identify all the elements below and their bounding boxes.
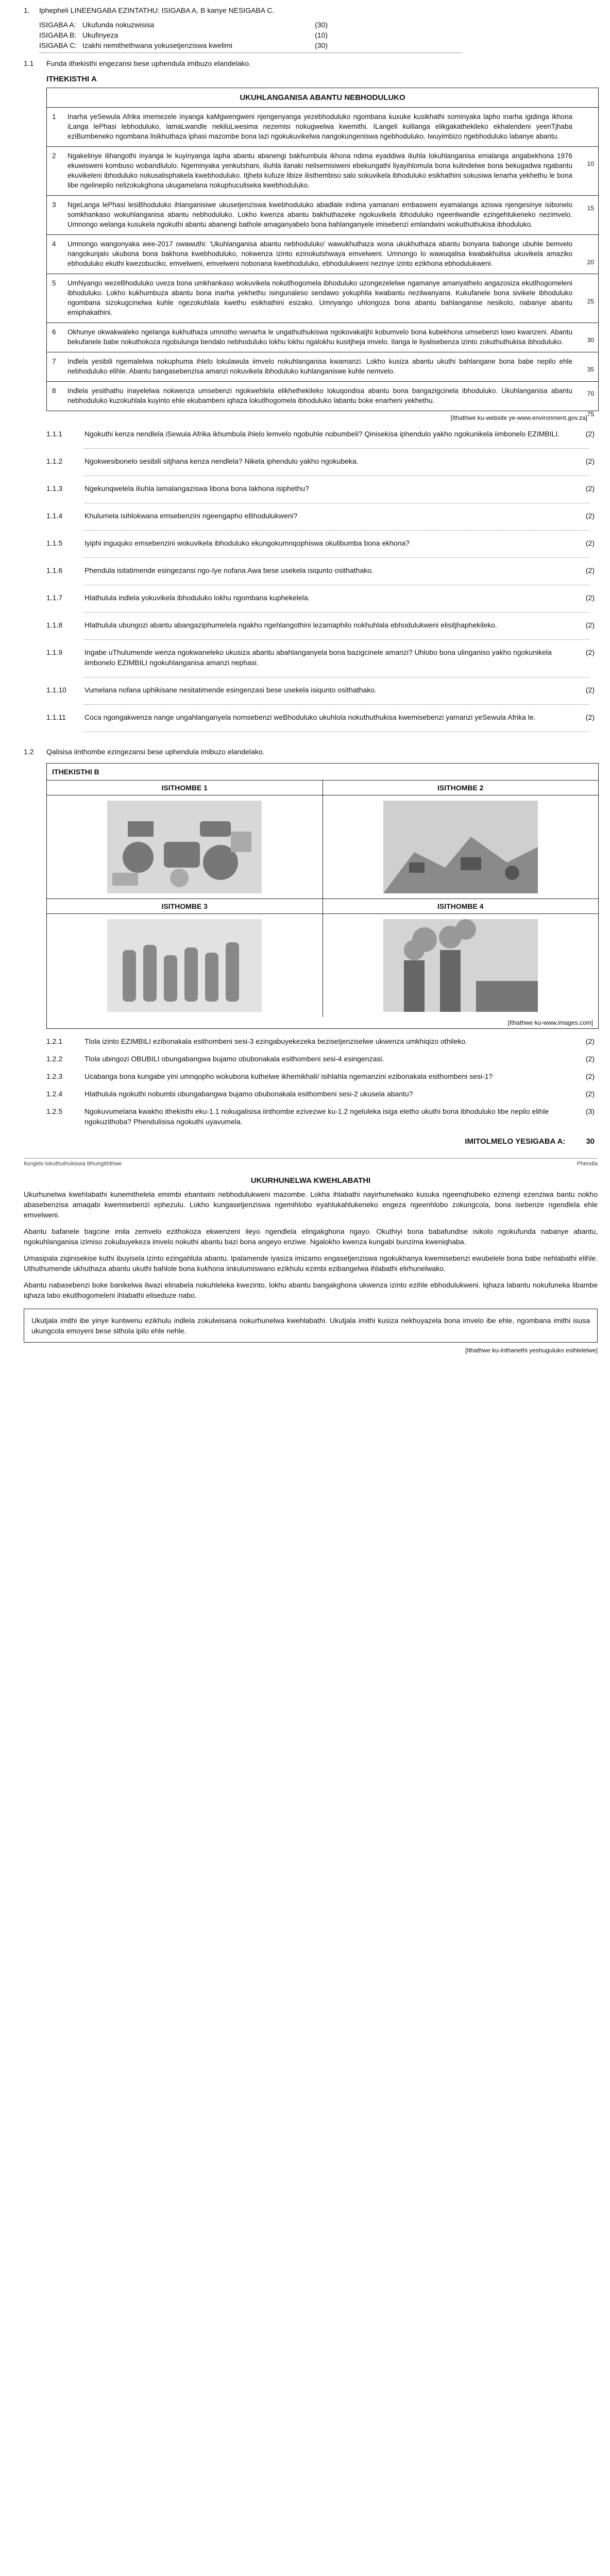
question-item <box>24 712 598 722</box>
landfill-image <box>323 795 599 899</box>
paragraph <box>47 108 598 147</box>
question-item <box>24 1054 598 1064</box>
image-label: ISITHOMBE 3 <box>47 899 323 914</box>
question-number: 1.1.9 <box>46 648 63 656</box>
line-number: 30 <box>587 336 594 344</box>
section-list <box>39 20 598 50</box>
total-label: IMITOLMELO YESIGABA A: <box>465 1137 566 1146</box>
question-number: 1.1.11 <box>46 713 66 721</box>
paragraph-text: Okhunye okwakwaleko ngelanga kukhuthaza umnotho wenarha le ungathuthukiswa ngokovakatjhi kobumvelo bona kubekhona umsebenzi lowo kwanzeni. Abantu bekufanele babe nokuthokoza ngobulunga bendalo nebhoduluko lokhu lokhu ngalokhu kusitjheja imvelo. Ilanga le liyalisebenza izinto zokuthuthukisa ibhoduluko. <box>67 328 572 346</box>
question-text: Hlathulula indlela yokuvikela ibhoduluko lokhu ngombana kuphekelela. <box>84 594 310 602</box>
answer-line[interactable] <box>84 575 589 585</box>
answer-line[interactable] <box>84 722 589 732</box>
paragraph-text: Indlela yesibili ngemalelwa nokuphuma ihlelo lokulawula iimvelo nokuhlanganisa kwamanzi. Lokho kusiza abantu ukuthi bahlangane bona babe nepilo ehle nebhoduluko elihle. Abantu bangasebenzisa amanzi nokuvikela ibhoduluko kuhlanganiswe kuhle nemvelo. <box>67 358 572 375</box>
question-number: 1.1.7 <box>46 594 63 602</box>
image-cell <box>47 781 323 899</box>
section-marks: (10) <box>315 31 328 39</box>
question-number: 1.1.10 <box>46 686 66 694</box>
answer-line[interactable] <box>84 603 589 613</box>
image-label: ISITHOMBE 4 <box>323 899 599 914</box>
question-text: Tlola ubingozi OBUBILI obungabangwa bujamo obubonakala esithombeni sesi-4 esingenzasi. <box>84 1055 384 1063</box>
line-number: 20 <box>587 259 594 266</box>
question-1-1 <box>24 59 598 67</box>
section-name: ISIGABA A: <box>39 21 76 29</box>
question-marks: (2) <box>585 566 595 574</box>
section-marks: (30) <box>315 41 328 49</box>
answer-line[interactable] <box>84 668 589 677</box>
section-a-total <box>24 1137 595 1146</box>
line-number: 15 <box>587 205 594 212</box>
question-number: 1.2.3 <box>46 1072 63 1080</box>
paragraph: Abantu nabasebenzi boke banikelwa ilwazi elinabela nokuhleleka kwezinto, lokhu abantu bangakghona ukwenza izinto ezihle ebhodulukweni. Iqhaza labantu nokufuneka libambe iqhaza labo ekutlhogomeleni ihlabathi eliseduze nabo. <box>24 1281 598 1299</box>
question-number: 1.1.1 <box>46 430 63 438</box>
bottles-image <box>47 914 323 1017</box>
line-number: 10 <box>587 160 594 167</box>
section-marks: (30) <box>315 21 328 29</box>
question-text: Vumelana nofana uphikisane nesitatimende esingenzasi bese usekela isiqunto osithathako. <box>84 686 377 694</box>
paragraph-text: NgeLanga lePhasi lesiBhoduluko ihlanganisiwe ukusetjenziswa kwebhoduluko abadlale indima yamanani embasweni eyamalanga aziswa njengesinye isibonelo somkhankaso wokuhlanganisa abantu nebhoduluko. Lokho kwenza abantu bakhuthazeke ngokuvikela ibhoduluko ngeenlwandle ezingehlukeneko nezimvelo. Umnongo welanga kusukela ngokuthi abantu abanengi bathole amaganyabelo bona bahlanganyele imisebenzi emlandwini wokuthuthukisa ibhoduluko. <box>67 201 572 228</box>
answer-line[interactable] <box>84 439 589 449</box>
image-label: ISITHOMBE 2 <box>323 781 599 795</box>
line-number: 75 <box>587 411 594 418</box>
question-item <box>24 647 598 668</box>
question-marks: (3) <box>585 1107 595 1115</box>
section-description: Izakhi nemithethwana yokusetjenziswa kwelimi <box>82 41 233 49</box>
paragraph-text: Ngakelinye ilihangothi inyanga le kuyinyanga lapha abantu abanengi bakhumbula ikhona ndima eyaddiwa iliuhla lokuhlanganisa emalanga angabekhona 1976 ekuwisweni kombuso wobandlululo. Ngeminyaka yenkutshani, iliuhla ilanaki nelisemisiweni ebekungathi liyayihlomula bona kulindelwe bona bekugadwa ngabantu ekuvikeleni ibhoduluko nokusalisphakela kwebhoduluko. Itjhebi kufuze libize ilisthembiso salo sokuvikela ibhoduluko esikhathini sokusiwa lenarha yekhethu le bona libe ngelinepilo nelizokukghona ukugamelana nokuphuculiseka kwebhoduluko. <box>67 152 572 189</box>
image-label: ISITHOMBE 1 <box>47 781 323 795</box>
answer-line[interactable] <box>84 521 589 531</box>
question-text: Funda ithekisthi engezansi bese uphendula imibuzo elandelako. <box>46 59 251 67</box>
line-numbers <box>578 352 598 381</box>
section-line <box>39 20 328 30</box>
question-number: 1.1.3 <box>46 484 63 493</box>
question-text: Tlola izinto EZIMBILI ezibonakala esithombeni sesi-3 ezingabuyekezeka bezisetjenziselwe ukwenza umkhiqizo othileko. <box>84 1037 468 1045</box>
question-number: 1.1.6 <box>46 566 63 574</box>
question-1-2 <box>24 748 598 756</box>
question-list-b <box>24 1036 598 1127</box>
line-numbers <box>578 323 598 352</box>
part-b-source: [Ithathwe ku-inthanethi yeshuguluko esihlelelwe] <box>465 1347 598 1354</box>
question-text: Ucabanga bona kungabe yini umnqopho wokubona kuthelwe ikhemikhali/ isihlahla ngemanzini ezibonakala esithombeni sesi-1? <box>84 1072 493 1080</box>
section-name: ISIGABA B: <box>39 31 77 39</box>
paragraph: Abantu bafanele bagcine imila zemvelo ezithokoza ekwenzeni ileyo ngendlela elingakghona ngayo. Okuthiyi bona babafundise isikolo ngokufunda nabanye abantu, ngokuhlanganisa izimiso zokubuyekeza imvelo nokuthi abantu bazi bona angeyo enziwe. Ngalokho kwenza kungabi bunzima kweniqhaba. <box>24 1227 598 1246</box>
line-numbers <box>578 196 598 234</box>
paragraph-text: Umnongo wangonyaka wee-2017 owawuthi: 'Ukuhlanganisa abantu nebhoduluko' wawukhuthaza wona ukukhuthaza abantu bonyana babonge ubuhle bemvelo nangokunjalo ukubona bona bakhona kwebhoduluko, nokwenza izinto ezinokutshwaya emvelweni. Umnongo lo wawuqalisa kwabakhulisa ukuvikela amaziko ebhoduluko ekuthi kwezobuciko, emvelweni, emvelweni nobonana kwebhoduluko, ebhodulukweni nezinye izinto ezikhona ebhodulukweni. <box>67 240 572 267</box>
section-description: Ukufunda nokuzwisisa <box>82 21 155 29</box>
paragraph-number: 2 <box>52 152 56 160</box>
part-b-title: UKURHUNELWA KWEHLABATHI <box>250 1176 371 1185</box>
part-b-text <box>24 1189 598 1300</box>
question-marks: (2) <box>585 1055 595 1063</box>
question-marks: (2) <box>585 484 595 493</box>
question-number: 1.1 <box>24 59 34 67</box>
question-marks: (2) <box>585 648 595 656</box>
paragraph <box>47 323 598 352</box>
question-item <box>24 1106 598 1127</box>
question-number: 1.1.2 <box>46 457 63 465</box>
question-text: Ngokuthi kenza nendlela iSewula Afrika ikhumbula ihlelo lemvelo ngobuhle nobumbeli? Qinisekisa iphendulo yakho ngokunikela iimbonelo EZIMBILI. <box>84 430 560 438</box>
text-b-label: ITHEKISTHI B <box>52 768 99 776</box>
question-item <box>24 1036 598 1046</box>
image-cell <box>323 899 599 1017</box>
paragraph <box>47 147 598 212</box>
question-marks: (2) <box>585 1072 595 1080</box>
line-numbers <box>578 147 598 212</box>
paragraph-text: Indlela yesithathu inayelelwa nokwenza umsebenzi ngokwehlela elikhethekileko lokuqondisa abantu bona bangazigcinela ibhoduluko. Ukuhlanganisa abantu nebhoduluko kuzokuhlala kuyinto ehle ekubambeni iqhaza lokutlhogomela ibhoduluko labantu boke enarheni yekhethu. <box>67 387 572 404</box>
instruction-number: 1. <box>24 6 30 14</box>
question-text: Coca ngongakwenza nange ungahlanganyela nomsebenzi weBhoduluko ukuhlola nokuthuthukisa kwemisebenzi yamanzi yeSewula Afrika le. <box>84 713 536 721</box>
question-marks: (2) <box>585 457 595 465</box>
question-text: Ngekunqwelela iliuhla lamalangaziswa libona bona lakhona isiphethu? <box>84 484 309 493</box>
paragraph <box>47 274 598 323</box>
image-cell <box>47 899 323 1017</box>
answer-line[interactable] <box>84 695 589 705</box>
section-line <box>39 30 328 40</box>
question-item <box>24 565 598 575</box>
section-line <box>39 40 328 50</box>
question-text: Ngokuvumelana kwakho ithekisthi eku-1.1 nokugalisisa iinthombe ezivezwe ku-1.2 ngeluleka isiga eletho ukuthi bona ibhoduluko libe nepilo elihle ngokuzithoba? Phendulisisa ngokuthi uyavumela. <box>84 1107 549 1126</box>
question-text: Iyiphi inguquko emsebenzini wokuvikela ibhoduluko ekungokumnqophiswa okulibumba bona ekhona? <box>84 539 410 547</box>
page-footer <box>24 1158 598 1167</box>
question-item <box>24 592 598 603</box>
question-marks: (2) <box>585 539 595 547</box>
question-item <box>24 685 598 695</box>
question-number: 1.2 <box>24 748 34 756</box>
section-description: Ukufinyeza <box>82 31 118 39</box>
paragraph-number: 7 <box>52 358 56 365</box>
answer-line[interactable] <box>84 466 589 476</box>
paragraph <box>47 196 598 235</box>
question-marks: (2) <box>585 594 595 602</box>
pollution-image <box>323 914 599 1017</box>
section-name: ISIGABA C: <box>39 41 77 49</box>
paragraph <box>47 235 598 274</box>
question-item <box>24 1071 598 1081</box>
paragraph-number: 1 <box>52 113 56 121</box>
answer-line[interactable] <box>84 548 589 558</box>
question-item <box>24 538 598 548</box>
question-marks: (2) <box>585 1037 595 1045</box>
image-cell <box>323 781 599 899</box>
question-item <box>24 429 598 439</box>
question-marks: (2) <box>585 1090 595 1098</box>
text-a-source: [Ithathwe ku-website ye-www.environment.gov.za] <box>450 414 587 421</box>
question-item <box>24 483 598 494</box>
paragraph-number: 5 <box>52 279 56 287</box>
paragraph: Umasipala ziqinisekise kuthi ibuyisela izinto ezingahlula abantu. Ipalamende iyasiza imizamo engasetjenziswa ngokukhanya kwemisebenzi ewubelele bona babe nehlabathi elihle. Uthuthumende ukhuthaza abantu ukuthi bahlole bona kukhona iinkulumiswano ezikhulu ezimbi ezibangelwa ihlabathi elirhunelwako. <box>24 1254 598 1273</box>
question-marks: (2) <box>585 512 595 520</box>
question-text: Ngokwesibonelo sesibili sitjhana kenza nendlela? Nikela iphendulo yakho ngokubeka. <box>84 457 359 465</box>
line-numbers <box>578 274 598 323</box>
question-number: 1.1.4 <box>46 512 63 520</box>
footer-right: Phendla <box>577 1161 598 1167</box>
question-item <box>24 456 598 466</box>
question-text: Ingabe uThulumende wenza ngokwaneleko ukusiza abantu abahlanganyela bona bazigcinele amanzi? Uhlobo bona ulinganiso yakho ngokunikela iimbonelo EZIMBILI ngokuhlanganisa amanzi nephasi. <box>84 648 552 667</box>
paragraph-number: 4 <box>52 240 56 248</box>
total-marks: 30 <box>586 1137 595 1146</box>
question-number: 1.2.2 <box>46 1055 63 1063</box>
paragraph-number: 3 <box>52 201 56 209</box>
paragraph <box>47 352 598 382</box>
question-number: 1.2.4 <box>46 1090 63 1098</box>
image-credit: [Ithathwe ku-www.images.com] <box>507 1019 593 1026</box>
question-text: Phendula isitatimende esingezansi ngo-Iye nofana Awa bese usekela isiqunto osithathako. <box>84 566 374 574</box>
question-text: Hlathulula ngokuthi nobumbi obungabangwa bujamo obubonakala esithombeni sesi-2 ukusela abantu? <box>84 1090 413 1098</box>
question-text: Khulumela isihlokwana emsebenzini ngeengapho eBhodulukweni? <box>84 512 298 520</box>
question-number: 1.2.5 <box>46 1107 63 1115</box>
image-row <box>47 899 598 1017</box>
paragraph-number: 8 <box>52 387 56 395</box>
paragraph-text: Inarha yeSewula Afrika imemezele inyanga kaMgwengweni njengenyanga yezebhoduluko ngombana kuxuke kusikhathi sominyaka lapho inarha igidinga ikhona iLanga lePhasi lebhoduluko, lamaLwandle nekiluLwesima nezemisi nokugwelwa kwemithi. ILangeli kulilanga elikgakathekileko ekhalendeni yeenTjhaba eziBumbeneko ngombana lisikhuthaza iphasi mazombe bona lazi ngokukuvikelwa nangokungeniswa ngebhoduluko. Iwuyimbizo ngebhoduluko labanye abantu. <box>67 113 572 140</box>
question-list-a <box>24 429 598 732</box>
paragraph: Ukurhunelwa kwehlabathi kunemithelela emimbi ebantwini nebhodulukweni mazombe. Lokha ihlabathi nayirhunelwako kusuka ngeenqhubeko ezinengi ezenziwa bantu nokho abasebenzisa amaqabi kwemisebenzi ephezulu. Lokho kungasetjenziswa ngemihlobo eyahlukahlukeneko engeza ngeenhlobo zokungcola, bona isebenze ngendlela ehle emvelweni. <box>24 1190 598 1219</box>
trash-image <box>47 795 323 899</box>
text-a-label: ITHEKISTHI A <box>46 75 97 83</box>
line-number: 25 <box>587 298 594 305</box>
footer-left: Ilungelo lokuthuthukiswa lithungiththwe <box>24 1161 122 1167</box>
answer-line[interactable] <box>84 494 589 503</box>
question-text: Hlathulula ubungozi abantu abangaziphumelela ngakho ngehlangothini lezamaphilo nokhuhlala ebhodulukweni elisitjhaphekileko. <box>84 621 497 629</box>
question-marks: (2) <box>585 686 595 694</box>
part-b-box: Ukutjala imithi ibe yinye kuntwenu ezikhulu indlela zokulwisana nokurhunelwa kwehlabathi. Ukutjala imithi kusiza nekhuyazela bona imvelo ibe ehle, ngombana imithi isusa ukungcola emoyeni bese sithola ipilo ehle nehle. <box>24 1309 598 1343</box>
question-marks: (2) <box>585 713 595 721</box>
question-text: Qalisisa iinthombe ezingezansi bese uphendula imibuzo elandelako. <box>46 748 265 756</box>
paragraph-text: UmNyango wezeBhoduluko uveza bona umkhankaso wokuvikela nokutlhogomela ibhoduluko uzongezelelwe ngamanye amanyathelo angazosiza ekutlhogomeleni ibhoduluko. Lokho kukhumbuza abantu bona inarha yekhethu isingunaleso sendawo yokuphila kwabantu nezilwanyana. Kukufanele bona sivikele ibhoduluko ngombana sizokugcinelwa kuhle ngezokuhlala kwethu esikhathini esizako. Umnyango uhlongoza bona abantu bahlanganise nesikolo, nabanye abantu emiphakathini. <box>67 279 572 316</box>
paragraph-number: 6 <box>52 328 56 336</box>
image-row <box>47 780 598 899</box>
question-item <box>24 1089 598 1099</box>
line-numbers <box>578 382 598 418</box>
line-number: 70 <box>587 390 594 397</box>
question-marks: (2) <box>585 621 595 629</box>
question-item <box>24 511 598 521</box>
answer-line[interactable] <box>84 630 589 640</box>
question-number: 1.2.1 <box>46 1037 63 1045</box>
question-number: 1.1.8 <box>46 621 63 629</box>
question-number: 1.1.5 <box>46 539 63 547</box>
text-a-title: UKUHLANGANISA ABANTU NEBHODULUKO <box>47 88 598 108</box>
question-marks: (2) <box>585 430 595 438</box>
text-b-box <box>46 763 599 1029</box>
line-number: 35 <box>587 366 594 373</box>
instruction-row <box>24 6 598 14</box>
line-numbers <box>578 235 598 274</box>
instruction-text: Iphepheli LINEENGABA EZINTATHU: ISIGABA A, B kanye NESIGABA C. <box>39 6 275 14</box>
line-numbers <box>578 108 598 146</box>
question-item <box>24 620 598 630</box>
